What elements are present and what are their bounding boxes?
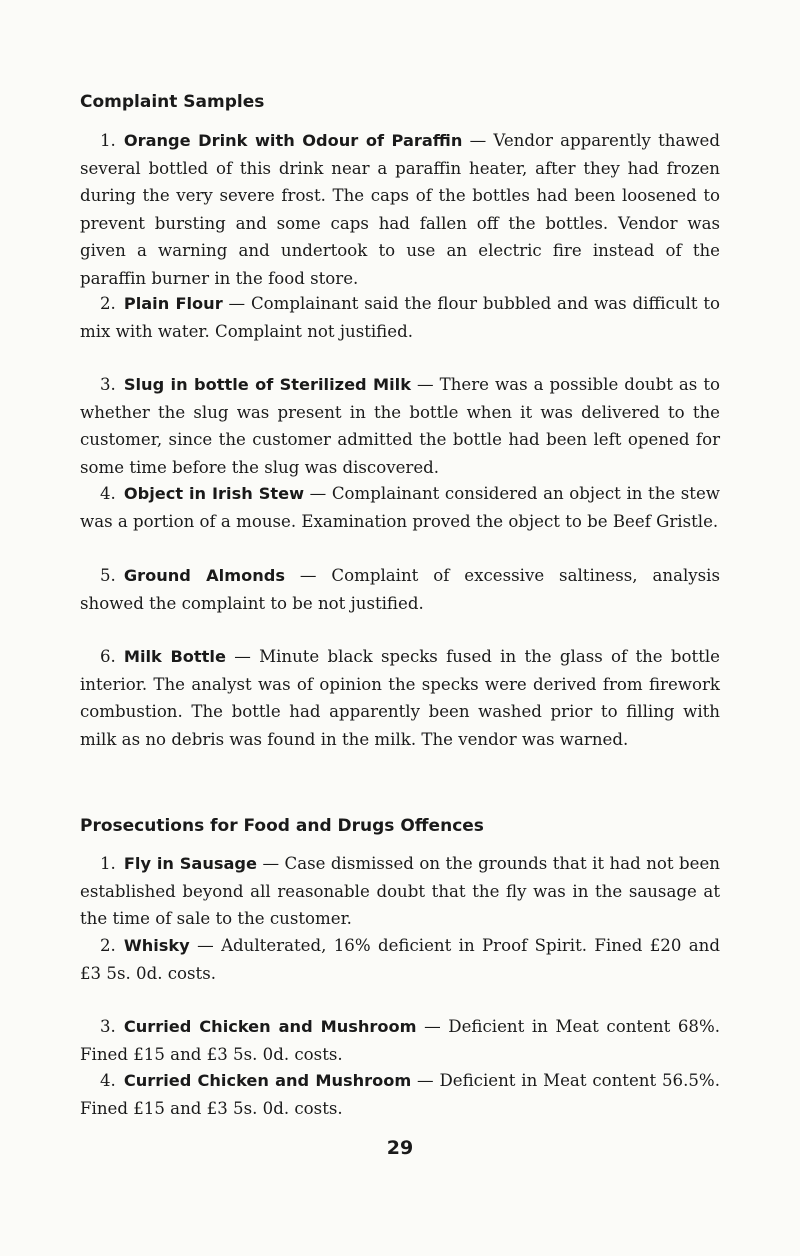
item-title: Whisky <box>123 936 190 955</box>
item-title: Ground Almonds <box>123 566 285 585</box>
item-title: Slug in bottle of Sterilized Milk <box>123 375 411 394</box>
item-title: Curried Chicken and Mushroom <box>123 1071 412 1090</box>
item-text: Complainant said the flour bubbled and was difficult to mix with water. Complaint not justified. <box>80 294 720 341</box>
item-number: 6. <box>100 647 116 666</box>
item-separator: — <box>416 1017 449 1036</box>
item-separator: — <box>225 647 260 666</box>
prosecution-item <box>80 932 720 987</box>
complaint-item <box>80 371 720 481</box>
item-separator: — <box>304 484 332 503</box>
item-text: Minute black specks fused in the glass of the bottle interior. The analyst was of opinion the specks were derived from firework combustion. The bottle had apparently been washed prior to filling with milk as no debris was found in the milk. The vendor was warned. <box>80 647 720 749</box>
item-title: Orange Drink with Odour of Paraffin <box>123 131 463 150</box>
item-title: Milk Bottle <box>123 647 226 666</box>
item-text: Case dismissed on the grounds that it had not been established beyond all reasonable doubt that the fly was in the sausage at the time of sale to the customer. <box>80 854 720 928</box>
item-number: 3. <box>100 375 116 394</box>
item-separator: — <box>256 854 285 873</box>
complaint-item <box>80 562 720 617</box>
item-number: 2. <box>100 294 116 313</box>
page-number: 29 <box>386 1137 414 1159</box>
item-number: 5. <box>100 566 116 585</box>
item-text: Vendor apparently thawed several bottled of this drink near a paraffin heater, after they had frozen during the very severe frost. The caps of the bottles had been loosened to prevent bursting and some caps had fallen off the bottles. Vendor was given a warning and undertook to use an electric fire instead of the paraffin burner in the food store. <box>80 131 720 288</box>
item-number: 4. <box>100 1071 116 1090</box>
item-text: Complaint of excessive saltiness, analysis showed the complaint to be not justified. <box>80 566 720 613</box>
item-title: Object in Irish Stew <box>123 484 305 503</box>
complaint-item <box>80 480 720 535</box>
item-number: 1. <box>100 854 116 873</box>
item-separator: — <box>411 375 440 394</box>
item-title: Fly in Sausage <box>123 854 257 873</box>
item-separator: — <box>189 936 222 955</box>
complaint-item <box>80 290 720 345</box>
complaint-samples-heading: Complaint Samples <box>80 92 265 112</box>
item-number: 1. <box>100 131 116 150</box>
item-number: 2. <box>100 936 116 955</box>
item-text: Adulterated, 16% deficient in Proof Spirit. Fined £20 and £3 5s. 0d. costs. <box>80 936 720 983</box>
item-separator: — <box>462 131 494 150</box>
item-title: Plain Flour <box>123 294 223 313</box>
item-text: There was a possible doubt as to whether the slug was present in the bottle when it was delivered to the customer, since the customer admitted the bottle had been left opened for some time before the slug was discovered. <box>80 375 720 477</box>
prosecution-item <box>80 850 720 933</box>
item-number: 4. <box>100 484 116 503</box>
item-text: Complainant considered an object in the stew was a portion of a mouse. Examination proved the object to be Beef Gristle. <box>80 484 721 531</box>
item-separator: — <box>411 1071 440 1090</box>
complaint-item <box>80 127 720 292</box>
item-text: Deficient in Meat content 56.5%. Fined £15 and £3 5s. 0d. costs. <box>80 1071 720 1118</box>
item-separator: — <box>222 294 251 313</box>
item-title: Curried Chicken and Mushroom <box>123 1017 417 1036</box>
prosecution-item <box>80 1013 720 1068</box>
prosecution-item <box>80 1067 720 1122</box>
item-number: 3. <box>100 1017 116 1036</box>
item-separator: — <box>284 566 332 585</box>
item-text: Deficient in Meat content 68%. Fined £15 and £3 5s. 0d. costs. <box>80 1017 720 1064</box>
prosecutions-heading: Prosecutions for Food and Drugs Offences <box>80 816 484 836</box>
complaint-item <box>80 643 720 753</box>
